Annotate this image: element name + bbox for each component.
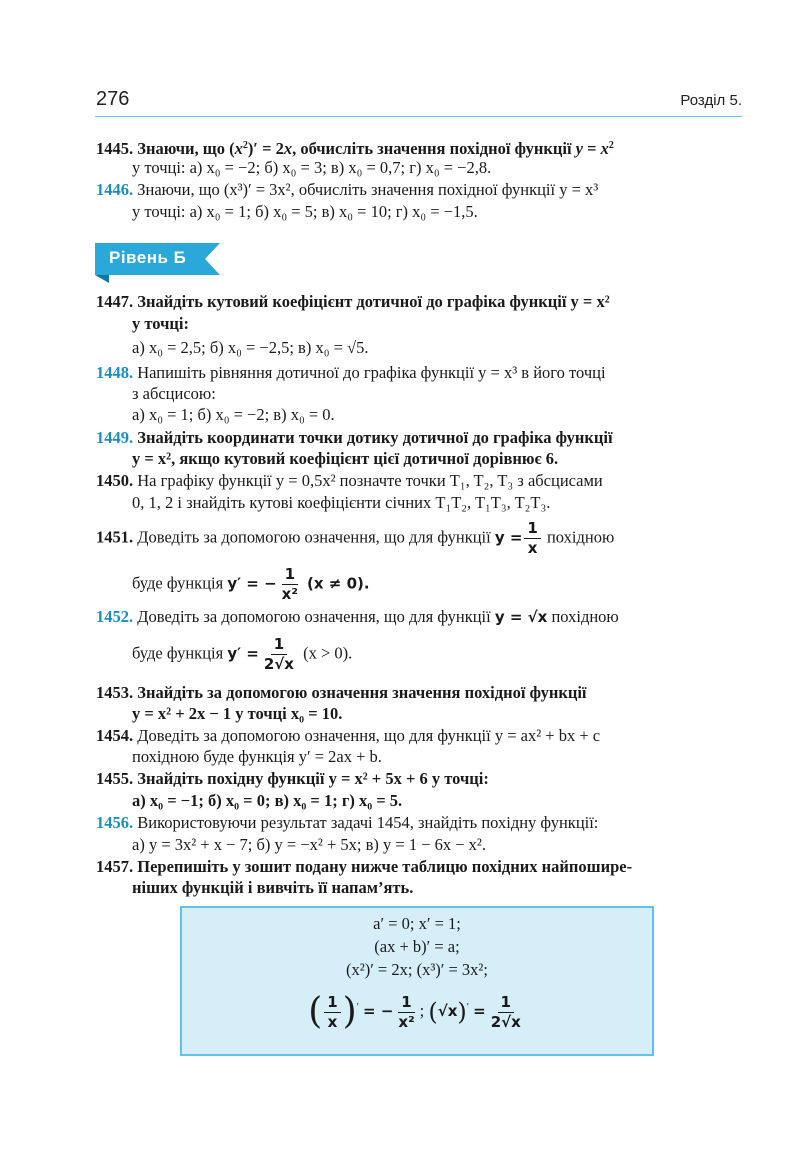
header-divider [95,116,742,117]
problem-1457-cont: ніших функцій і вивчіть її напам’ять. [132,878,414,897]
problem-1449: 1449. Знайдіть координати точки дотику дотичної до графіка функції [96,428,613,447]
table-line-1: a′ = 0; x′ = 1; [373,914,461,933]
problem-1455: 1455. Знайдіть похідну функції y = x² + 5x + 6 у точці: [96,769,489,788]
problem-1448-cont: з абсцисою: [132,384,216,403]
problem-1446: 1446. Знаючи, що (x³)′ = 3x², обчисліть значення похідної функції y = x³ [96,180,599,199]
problem-1455-options: а) x₀ = −1; б) x₀ = 0; в) x₀ = 1; г) x₀ = 5. [132,791,403,810]
problem-1451: 1451. Доведіть за допомогою означення, що для функції y = $\frac{1}{x}$ похідною [96,519,615,557]
problem-1456-options: а) y = 3x² + x − 7; б) y = −x² + 5x; в) y = 1 − 6x − x². [132,835,487,854]
problem-1448-options: а) x₀ = 1; б) x₀ = −2; в) x₀ = 0. [132,405,335,424]
problem-1445: 1445. Знаючи, що $(x^2)' = 2x$, обчисліть значення похідної функції $y = x^2$ [96,139,614,158]
level-label: Рівень Б [109,248,187,267]
problem-1453: 1453. Знайдіть за допомогою означення значення похідної функції [96,683,587,702]
problem-1450-cont: 0, 1, 2 і знайдіть кутові коефіцієнти січних T₁T₂, T₁T₃, T₂T₃. [132,493,551,512]
problem-1445-options: у точці: а) x₀ = −2; б) x₀ = 3; в) x₀ = 0,7; г) x₀ = −2,8. [132,158,492,177]
fraction-1-over-x: $\frac{1}{x}$ [524,520,540,557]
level-b-tab [95,243,220,275]
problem-1457: 1457. Перепишіть у зошит подану нижче таблицю похідних найпошире- [96,857,633,876]
problem-1452: 1452. Доведіть за допомогою означення, що для функції y = √x похідною [96,607,619,626]
problem-1446-options: у точці: а) x₀ = 1; б) x₀ = 5; в) x₀ = 10; г) x₀ = −1,5. [132,202,478,221]
problem-1447-options: а) x₀ = 2,5; б) x₀ = −2,5; в) x₀ = √5. [132,338,369,357]
problem-1456: 1456. Використовуючи результат задачі 1454, знайдіть похідну функції: [96,813,599,832]
table-line-4: ( $\frac{1}{x}$ )′ = − $\frac{1}{\text{x²}}$ ; (√x)′ = $\frac{1}{2√x}$ [308,991,521,1033]
page-number: 276 [96,88,130,110]
table-line-3: (x²)′ = 2x; (x³)′ = 3x²; [346,960,488,979]
problem-1450: 1450. На графіку функції y = 0,5x² позначте точки T₁, T₂, T₃ з абсцисами [96,471,603,490]
problem-1454-cont: похідною буде функція y′ = 2ax + b. [132,747,382,766]
problem-1452-cont: буде функція y′ = $\frac{1}{2√x}$ (x > 0). [132,635,353,673]
problem-1447: 1447. Знайдіть кутовий коефіцієнт дотичної до графіка функції y = x² [96,292,610,311]
derivative-table [180,906,654,1056]
section-title: Розділ 5. [680,92,742,109]
problem-1453-cont: y = x² + 2x − 1 у точці x₀ = 10. [132,704,343,723]
table-line-2: (ax + b)′ = a; [374,937,460,956]
problem-1447-cont: у точці: [132,314,189,333]
problem-1451-cont: буде функція y′ = − $\frac{1}{\text{x²}}$ (x ≠ 0). [132,565,370,603]
problem-1449-cont: y = x², якщо кутовий коефіцієнт цієї дотичної дорівнює 6. [132,449,559,468]
problem-1454: 1454. Доведіть за допомогою означення, що для функції y = ax² + bx + c [96,726,601,745]
problem-1448: 1448. Напишіть рівняння дотичної до графіка функції y = x³ в його точці [96,363,606,382]
